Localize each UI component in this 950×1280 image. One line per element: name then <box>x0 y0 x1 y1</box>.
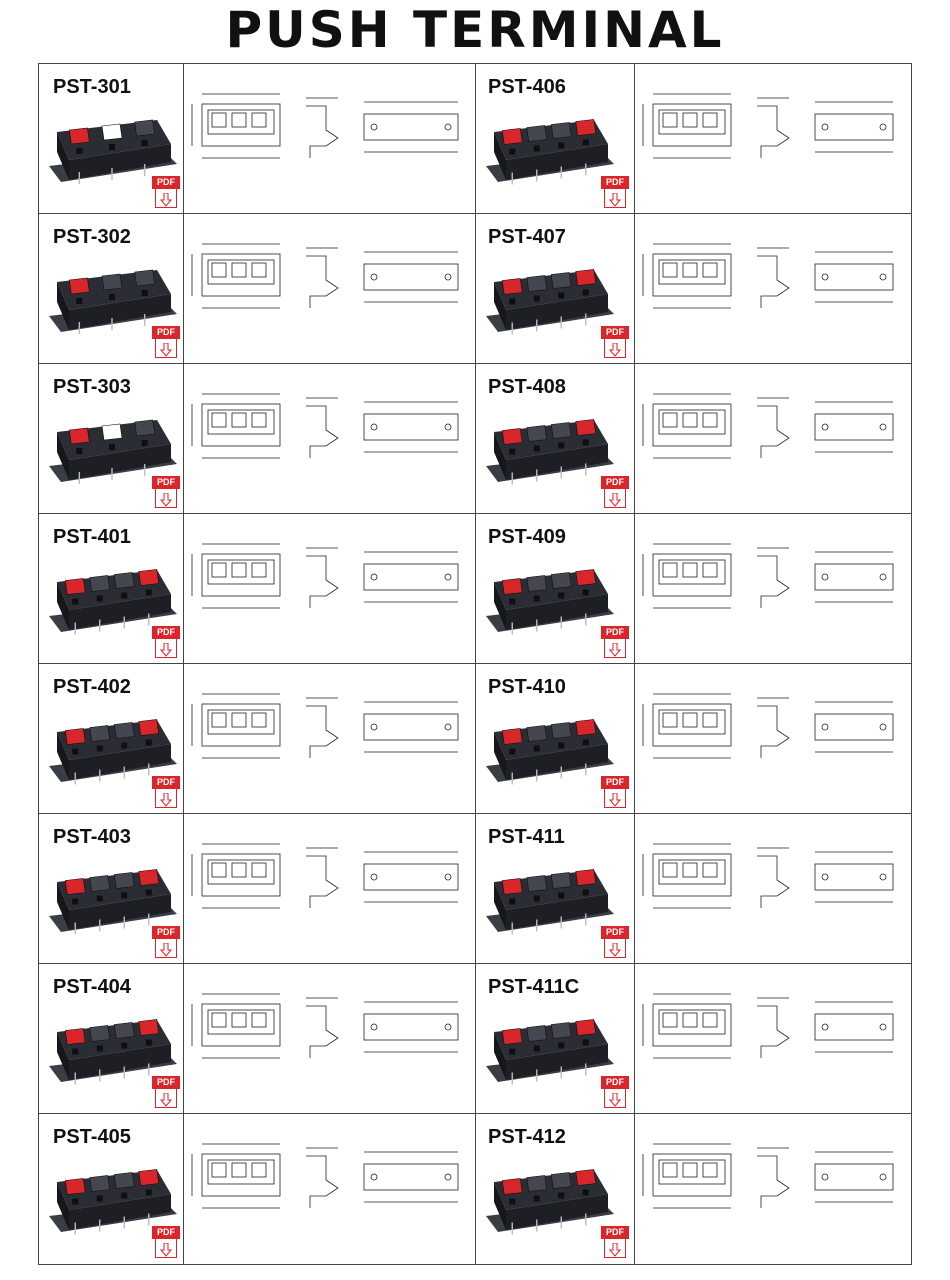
dimension-drawing <box>188 836 472 941</box>
model-number: PST-411 <box>488 826 565 848</box>
download-arrow-icon <box>160 343 172 357</box>
terminal-photo <box>482 254 617 349</box>
product-cell <box>39 814 184 963</box>
terminal-photo <box>482 704 617 799</box>
drawing-cell <box>635 1114 911 1264</box>
product-row <box>39 64 911 214</box>
product-row <box>39 664 911 814</box>
pdf-label: PDF <box>601 1226 629 1239</box>
product-row <box>39 1114 911 1264</box>
model-number: PST-301 <box>53 76 131 98</box>
download-arrow-icon <box>609 193 621 207</box>
pdf-download-icon[interactable] <box>152 476 180 510</box>
pdf-label: PDF <box>601 926 629 939</box>
dimension-drawing <box>188 236 472 341</box>
model-number: PST-411C <box>488 976 580 998</box>
download-arrow-icon <box>609 943 621 957</box>
product-cell <box>39 64 184 213</box>
pdf-label: PDF <box>601 176 629 189</box>
dimension-drawing <box>639 1136 907 1241</box>
dimension-drawing <box>188 86 472 191</box>
pdf-download-icon[interactable] <box>601 326 629 360</box>
pdf-download-icon[interactable] <box>601 926 629 960</box>
pdf-label: PDF <box>601 626 629 639</box>
pdf-download-icon[interactable] <box>601 776 629 810</box>
download-arrow-icon <box>160 1243 172 1257</box>
dimension-drawing <box>639 236 907 341</box>
model-number: PST-303 <box>53 376 131 398</box>
download-arrow-icon <box>609 1243 621 1257</box>
product-row <box>39 514 911 664</box>
dimension-drawing <box>639 86 907 191</box>
product-cell <box>476 814 635 963</box>
product-grid <box>38 63 912 1265</box>
pdf-label: PDF <box>152 626 180 639</box>
model-number: PST-408 <box>488 376 566 398</box>
pdf-download-icon[interactable] <box>152 326 180 360</box>
product-cell <box>39 514 184 663</box>
drawing-cell <box>635 814 911 963</box>
pdf-download-icon[interactable] <box>152 1226 180 1260</box>
product-cell <box>476 214 635 363</box>
model-number: PST-402 <box>53 676 131 698</box>
drawing-cell <box>635 664 911 813</box>
terminal-photo <box>482 554 617 649</box>
dimension-drawing <box>639 536 907 641</box>
pdf-label: PDF <box>152 776 180 789</box>
pdf-download-icon[interactable] <box>152 626 180 660</box>
download-arrow-icon <box>609 1093 621 1107</box>
dimension-drawing <box>639 836 907 941</box>
pdf-download-icon[interactable] <box>601 176 629 210</box>
download-arrow-icon <box>160 943 172 957</box>
download-arrow-icon <box>609 343 621 357</box>
page-title: PUSH TERMINAL <box>225 1 725 59</box>
model-number: PST-302 <box>53 226 131 248</box>
download-arrow-icon <box>160 193 172 207</box>
pdf-download-icon[interactable] <box>601 476 629 510</box>
pdf-label: PDF <box>152 926 180 939</box>
model-number: PST-405 <box>53 1126 131 1148</box>
product-cell <box>39 214 184 363</box>
drawing-cell <box>184 1114 476 1264</box>
terminal-photo <box>482 1004 617 1099</box>
terminal-photo <box>482 1154 617 1249</box>
drawing-cell <box>635 364 911 513</box>
model-number: PST-409 <box>488 526 566 548</box>
pdf-download-icon[interactable] <box>152 926 180 960</box>
model-number: PST-406 <box>488 76 566 98</box>
pdf-download-icon[interactable] <box>601 626 629 660</box>
drawing-cell <box>184 214 476 363</box>
pdf-download-icon[interactable] <box>601 1076 629 1110</box>
model-number: PST-403 <box>53 826 131 848</box>
product-row <box>39 814 911 964</box>
dimension-drawing <box>639 686 907 791</box>
drawing-cell <box>184 364 476 513</box>
download-arrow-icon <box>160 793 172 807</box>
product-cell <box>476 514 635 663</box>
product-cell <box>476 364 635 513</box>
pdf-label: PDF <box>601 476 629 489</box>
pdf-label: PDF <box>601 776 629 789</box>
product-cell <box>39 964 184 1113</box>
product-row <box>39 364 911 514</box>
terminal-photo <box>482 854 617 949</box>
drawing-cell <box>635 214 911 363</box>
model-number: PST-407 <box>488 226 566 248</box>
download-arrow-icon <box>609 493 621 507</box>
pdf-label: PDF <box>152 1076 180 1089</box>
product-cell <box>476 64 635 213</box>
drawing-cell <box>635 64 911 213</box>
pdf-label: PDF <box>152 326 180 339</box>
download-arrow-icon <box>609 643 621 657</box>
download-arrow-icon <box>160 493 172 507</box>
pdf-download-icon[interactable] <box>152 1076 180 1110</box>
model-number: PST-401 <box>53 526 131 548</box>
terminal-photo <box>482 104 617 199</box>
drawing-cell <box>184 664 476 813</box>
dimension-drawing <box>188 536 472 641</box>
product-row <box>39 214 911 364</box>
product-cell <box>39 664 184 813</box>
product-row <box>39 964 911 1114</box>
pdf-download-icon[interactable] <box>152 176 180 210</box>
pdf-label: PDF <box>601 1076 629 1089</box>
pdf-download-icon[interactable] <box>601 1226 629 1260</box>
drawing-cell <box>635 964 911 1113</box>
dimension-drawing <box>639 386 907 491</box>
drawing-cell <box>635 514 911 663</box>
model-number: PST-404 <box>53 976 131 998</box>
product-cell <box>39 1114 184 1264</box>
pdf-label: PDF <box>152 176 180 189</box>
drawing-cell <box>184 514 476 663</box>
model-number: PST-412 <box>488 1126 566 1148</box>
download-arrow-icon <box>160 643 172 657</box>
dimension-drawing <box>188 686 472 791</box>
drawing-cell <box>184 814 476 963</box>
download-arrow-icon <box>609 793 621 807</box>
pdf-label: PDF <box>152 476 180 489</box>
model-number: PST-410 <box>488 676 566 698</box>
pdf-download-icon[interactable] <box>152 776 180 810</box>
dimension-drawing <box>188 986 472 1091</box>
download-arrow-icon <box>160 1093 172 1107</box>
dimension-drawing <box>639 986 907 1091</box>
product-cell <box>476 664 635 813</box>
dimension-drawing <box>188 1136 472 1241</box>
pdf-label: PDF <box>152 1226 180 1239</box>
terminal-photo <box>482 404 617 499</box>
product-cell <box>39 364 184 513</box>
drawing-cell <box>184 64 476 213</box>
product-cell <box>476 1114 635 1264</box>
product-cell <box>476 964 635 1113</box>
drawing-cell <box>184 964 476 1113</box>
pdf-label: PDF <box>601 326 629 339</box>
dimension-drawing <box>188 386 472 491</box>
